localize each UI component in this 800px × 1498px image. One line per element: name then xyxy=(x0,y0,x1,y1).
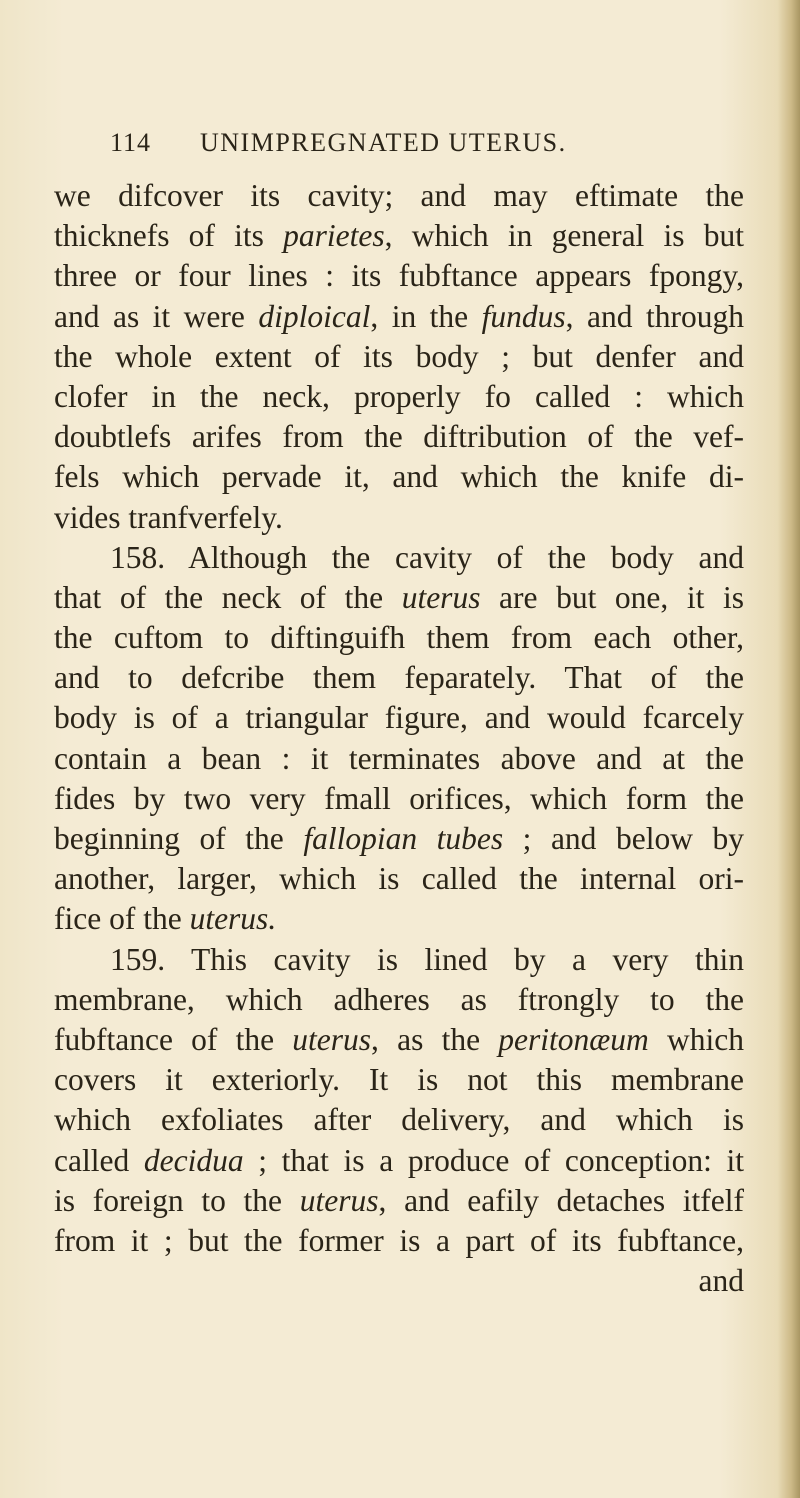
text-line xyxy=(54,1181,744,1221)
text-segment: which exfoliates after delivery, and which is xyxy=(54,1102,744,1138)
text-segment: membrane, which adheres as ftrongly to the xyxy=(54,981,744,1017)
text-line xyxy=(54,819,744,859)
text-segment: , as the xyxy=(371,1021,499,1057)
text-segment: beginning of the xyxy=(54,821,304,856)
text-segment: clofer in the neck, properly fo called : which xyxy=(54,378,744,414)
text-segment: , which in general is but xyxy=(384,218,744,254)
text-segment: fubftance of the xyxy=(54,1021,293,1057)
text-line xyxy=(54,618,744,658)
text-line xyxy=(54,658,744,698)
text-segment: , in the xyxy=(370,298,482,334)
text-segment: called xyxy=(54,1142,144,1178)
text-line xyxy=(54,377,744,417)
text-segment: we difcover its cavity; and may eftimate the xyxy=(54,178,744,213)
text-line xyxy=(54,457,744,497)
text-segment: the whole extent of its body ; but denfer and xyxy=(54,338,744,374)
running-header xyxy=(110,128,670,164)
text-line xyxy=(54,1261,744,1301)
text-segment: covers it exteriorly. It is not this membrane xyxy=(54,1062,744,1098)
text-segment: three or four lines : its fubftance appears fpongy, xyxy=(54,258,744,294)
page-number: 114 xyxy=(110,128,152,157)
text-segment: that of the neck of the xyxy=(54,579,402,615)
page-edge-shadow xyxy=(778,0,800,1498)
text-segment: is foreign to the xyxy=(54,1182,300,1218)
text-line xyxy=(54,538,744,578)
text-segment: fice of the xyxy=(54,901,190,937)
text-segment: fides by two very fmall orifices, which form the xyxy=(54,780,744,816)
text-line xyxy=(54,899,744,939)
text-segment: vides tranfverfely. xyxy=(54,499,283,535)
text-segment: fels which pervade it, and which the knife di- xyxy=(54,459,744,495)
text-segment: , and through xyxy=(565,298,744,334)
italic-term: peritonæum xyxy=(498,1021,649,1057)
text-segment: and to defcribe them feparately. That of the xyxy=(54,660,744,696)
text-line xyxy=(54,980,744,1020)
text-segment: , and eafily detaches itfelf xyxy=(378,1182,744,1218)
text-line xyxy=(54,498,744,538)
italic-term: fallopian tubes xyxy=(303,821,504,856)
text-line xyxy=(54,1060,744,1100)
text-line xyxy=(54,1221,744,1261)
text-segment: body is of a triangular figure, and would fcarcely xyxy=(54,700,744,736)
text-segment: 159. This cavity is lined by a very thin xyxy=(110,941,744,977)
italic-term: diploical xyxy=(258,298,371,334)
text-segment: which xyxy=(648,1021,744,1057)
text-line xyxy=(54,578,744,618)
italic-term: fundus xyxy=(481,298,566,334)
italic-term: uterus. xyxy=(189,901,277,937)
text-line xyxy=(54,256,744,296)
text-segment: and as it were xyxy=(54,298,259,334)
text-line xyxy=(54,417,744,457)
text-segment: from it ; but the former is a part of its fubftance, xyxy=(54,1222,744,1258)
text-segment: and xyxy=(698,1263,744,1299)
text-segment: doubtlefs arifes from the diftribution of the vef- xyxy=(54,419,744,455)
text-line xyxy=(54,779,744,819)
text-line xyxy=(54,940,744,980)
text-line xyxy=(54,1100,744,1140)
text-line xyxy=(54,337,744,377)
text-line xyxy=(54,176,744,216)
text-line xyxy=(54,1141,744,1181)
text-segment: another, larger, which is called the internal ori- xyxy=(54,861,744,897)
italic-term: uterus xyxy=(401,579,481,615)
text-segment: are but one, it is xyxy=(480,579,744,615)
text-segment: 158. Although the cavity of the body and xyxy=(110,539,744,575)
text-line xyxy=(54,698,744,738)
text-segment: ; that is a produce of conception: it xyxy=(243,1142,744,1178)
text-segment: ; and below by xyxy=(503,821,744,856)
text-line xyxy=(54,859,744,899)
italic-term: decidua xyxy=(143,1142,244,1178)
body-text xyxy=(54,176,744,1301)
text-line xyxy=(54,739,744,779)
text-line xyxy=(54,1020,744,1060)
text-segment: thicknefs of its xyxy=(54,218,284,254)
text-line xyxy=(54,216,744,256)
italic-term: uterus xyxy=(292,1021,372,1057)
text-line xyxy=(54,297,744,337)
running-title: UNIMPREGNATED UTERUS. xyxy=(200,128,567,157)
italic-term: parietes xyxy=(283,218,385,254)
italic-term: uterus xyxy=(299,1182,379,1218)
text-segment: the cuftom to diftinguifh them from each other, xyxy=(54,620,744,656)
text-segment: contain a bean : it terminates above and at the xyxy=(54,740,744,776)
